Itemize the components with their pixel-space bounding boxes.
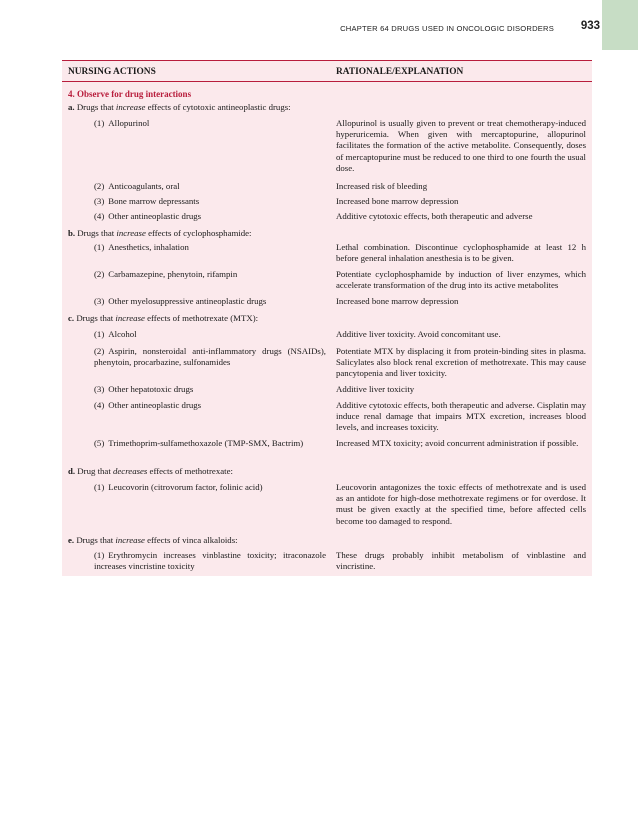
drug-name: Carbamazepine, phenytoin, rifampin <box>108 269 238 279</box>
rationale: Potentiate cyclophosphamide by induction of liver enzymes, which accelerate transformation of the drug into its active metabolites <box>336 269 586 291</box>
running-head: CHAPTER 64 DRUGS USED IN ONCOLOGIC DISORDERS <box>340 24 554 33</box>
rationale: Increased MTX toxicity; avoid concurrent administration if possible. <box>336 438 579 448</box>
subheading-e: e. Drugs that increase effects of vinca alkaloids: <box>68 535 238 545</box>
drug-name: Aspirin, nonsteroidal anti-inflammatory drugs (NSAIDs), phenytoin, procarbazine, sulfonamides <box>94 346 326 368</box>
rationale: Leucovorin antagonizes the toxic effects of methotrexate and is used as an antidote for high-dose methotrexate regimens or for overdose. It must be given exactly at the specified time, before affected cells become too damaged to respond. <box>336 482 586 526</box>
drug-name: Anticoagulants, oral <box>108 181 180 191</box>
rationale: Increased bone marrow depression <box>336 196 459 206</box>
subheading-b: b. Drugs that increase effects of cyclophosphamide: <box>68 228 252 238</box>
section-title: 4. Observe for drug interactions <box>68 89 192 99</box>
drug-name: Alcohol <box>108 329 137 339</box>
rationale: Additive liver toxicity. Avoid concomitant use. <box>336 329 501 339</box>
drug-name: Leucovorin (citrovorum factor, folinic acid) <box>108 482 263 492</box>
column-header-nursing-actions: NURSING ACTIONS <box>68 67 156 77</box>
rationale: Lethal combination. Discontinue cyclophosphamide at least 12 h before general inhalation anesthesia is to be given. <box>336 242 586 264</box>
rationale: Additive cytotoxic effects, both therapeutic and adverse. Cisplatin may induce renal damage that impairs MTX excretion, increases blood levels, and increases toxicity. <box>336 400 586 433</box>
drug-name: Other hepatotoxic drugs <box>108 384 194 394</box>
rationale: Potentiate MTX by displacing it from protein-binding sites in plasma. Salicylates also block renal excretion of methotrexate. This may cause pancytopenia and liver toxicity. <box>336 346 586 379</box>
page-number: 933 <box>580 20 600 32</box>
rationale: Allopurinol is usually given to prevent or treat chemotherapy-induced hyperuricemia. When given with mercaptopurine, allopurinol facilitates the formation of the active metabolite. Consequently, doses of mercaptopurine must be reduced to one third to one fourth the usual dose. <box>336 118 586 173</box>
drug-name: Erythromycin increases vinblastine toxicity; itraconazole increases vincristine toxicity <box>94 550 326 572</box>
table-header <box>62 60 592 82</box>
subheading-a: a. Drugs that increase effects of cytotoxic antineoplastic drugs: <box>68 102 291 112</box>
nursing-actions-table: NURSING ACTIONS RATIONALE/EXPLANATION 4. Observe for drug interactions a. Drugs that increase effects of cytotoxic antineoplastic drugs: (1) Allopurinol Allopurinol is usually given to prevent or treat chemotherapy-induced hyperuricemia. When given with mercaptopurine, allopurinol facilitates the formation of the active metabolite. Consequently, doses of mercaptopurine must be reduced to one third to one fourth the usual dose. (2) Anticoagulants, oral Increased risk of bleeding (3) Bone marrow depressants Increased bone marrow depression (4) Other antineoplastic drugs Additive cytotoxic effects, both therapeutic and adverse b. Drugs that increase effects of cyclophosphamide: (1) Anesthetics, inhalation Lethal combination. Discontinue cyclophosphamide at least 12 h before general inhalation anesthesia is to be given. (2) Carbamazepine, phenytoin, rifampin Potentiate cyclophosphamide by induction of liver enzymes, which accelerate transformation of the drug into its active metabolites (3) Other myelosuppressive antineoplastic drugs Increased bone marrow depression c. Drugs that increase effects of methotrexate (MTX): (1) Alcohol Additive liver toxicity. Avoid concomitant use. (2) Aspirin, nonsteroidal anti-inflammatory drugs (NSAIDs), phenytoin, procarbazine, sulfonamides Potentiate MTX by displacing it from protein-binding sites in plasma. Salicylates also block renal excretion of methotrexate. This may cause pancytopenia and liver toxicity. (3) Other hepatotoxic drugs Additive liver toxicity (4) Other antineoplastic drugs Additive cytotoxic effects, both therapeutic and adverse. Cisplatin may induce renal damage that impairs MTX excretion, increases blood levels, and increases toxicity. (5) Trimethoprim-sulfamethoxazole (TMP-SMX, Bactrim) Increased MTX toxicity; avoid concurrent administration if possible. d. Drug that decreases effects of methotrexate: (1) Leucovorin (citrovorum factor, folinic acid) Leucovorin antagonizes the toxic effects of methotrexate and is used as an antidote for high-dose methotrexate regimens or for overdose. It must be given exactly at the specified time, before affected cells become too damaged to respond. e. Drugs that increase effects of vinca alkaloids: (1) Erythromycin increases vinblastine toxicity; itraconazole increases vincristine toxicity These drugs probably inhibit metabolism of vinblastine and vincristine. <box>62 60 592 576</box>
drug-name: Other antineoplastic drugs <box>108 400 202 410</box>
rationale: These drugs probably inhibit metabolism of vinblastine and vincristine. <box>336 550 586 572</box>
chapter-tab <box>602 0 638 50</box>
subheading-d: d. Drug that decreases effects of methotrexate: <box>68 466 233 476</box>
drug-name: Allopurinol <box>108 118 150 128</box>
drug-name: Trimethoprim-sulfamethoxazole (TMP-SMX, Bactrim) <box>108 438 304 448</box>
rationale: Additive cytotoxic effects, both therapeutic and adverse <box>336 211 533 221</box>
rationale: Increased risk of bleeding <box>336 181 428 191</box>
drug-name: Other myelosuppressive antineoplastic drugs <box>108 296 267 306</box>
column-header-rationale: RATIONALE/EXPLANATION <box>336 67 464 77</box>
rationale: Additive liver toxicity <box>336 384 415 394</box>
subheading-c: c. Drugs that increase effects of methotrexate (MTX): <box>68 313 259 323</box>
drug-name: Anesthetics, inhalation <box>108 242 189 252</box>
rationale: Increased bone marrow depression <box>336 296 459 306</box>
drug-name: Other antineoplastic drugs <box>108 211 202 221</box>
drug-name: Bone marrow depressants <box>108 196 200 206</box>
